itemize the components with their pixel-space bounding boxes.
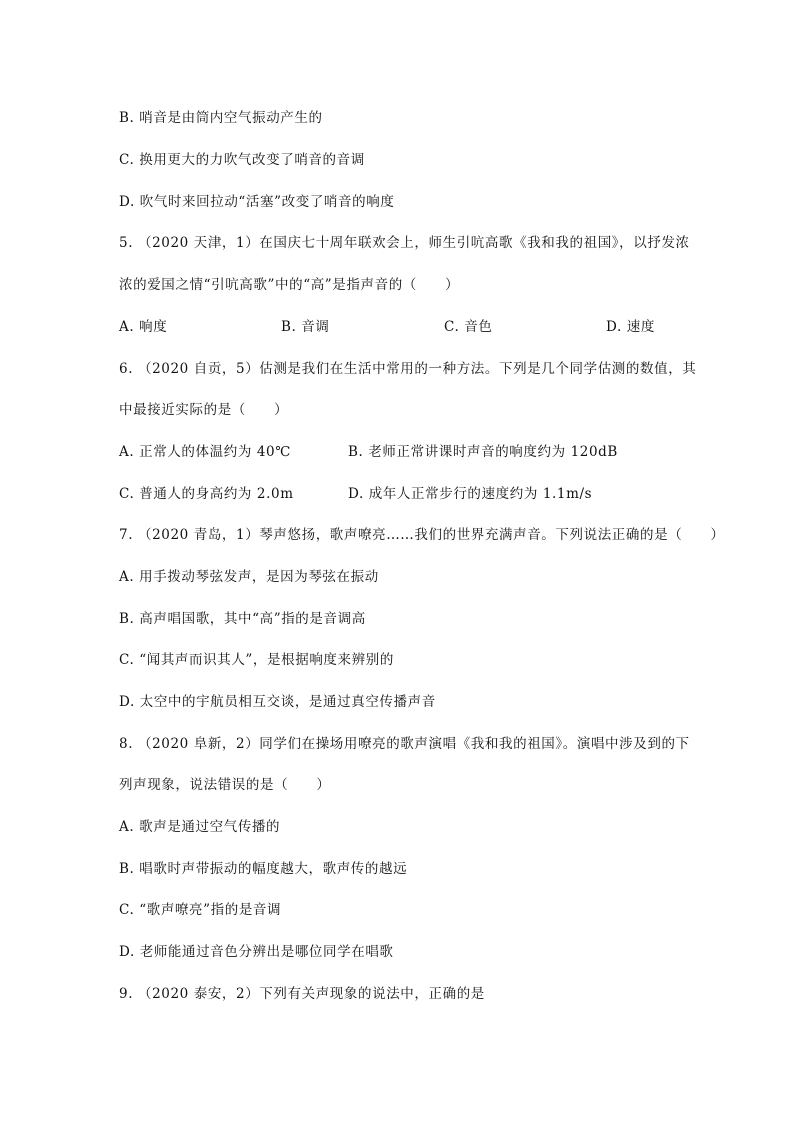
q8-option-d: D. 老师能通过音色分辨出是哪位同学在唱歌 — [119, 944, 394, 960]
q4-option-c: C. 换用更大的力吹气改变了哨音的音调 — [119, 152, 365, 168]
q5-option-c: C. 音色 — [444, 319, 493, 335]
q6-option-b: B. 老师正常讲课时声音的响度约为 120dB — [348, 444, 618, 460]
q6-stem-line2: 中最接近实际的是（ ） — [119, 402, 289, 418]
q7-option-d: D. 太空中的宇航员相互交谈，是通过真空传播声音 — [119, 694, 436, 710]
q5-stem-line1: 5. （2020 天津，1）在国庆七十周年联欢会上，师生引吭高歌《我和我的祖国》，以抒发浓 — [119, 235, 690, 251]
q5-stem-line2: 浓的爱国之情“引吭高歌”中的“高”是指声音的（ ） — [119, 277, 460, 293]
q6-stem-line1: 6. （2020 自贡，5）估测是我们在生活中常用的一种方法。下列是几个同学估测的数值，其 — [119, 361, 697, 377]
q5-option-a: A. 响度 — [119, 319, 168, 335]
q8-option-a: A. 歌声是通过空气传播的 — [119, 819, 281, 835]
q6-option-d: D. 成年人正常步行的速度约为 1.1m/s — [348, 486, 593, 502]
q7-option-c: C. “闻其声而识其人”，是根据响度来辨别的 — [119, 652, 394, 668]
q8-option-c: C. “歌声嘹亮”指的是音调 — [119, 902, 282, 918]
q7-option-b: B. 高声唱国歌，其中“高”指的是音调高 — [119, 611, 366, 627]
q8-stem-line2: 列声现象，说法错误的是（ ） — [119, 777, 331, 793]
q7-option-a: A. 用手拨动琴弦发声，是因为琴弦在振动 — [119, 569, 379, 585]
q5-option-d: D. 速度 — [606, 319, 655, 335]
q6-option-a: A. 正常人的体温约为 40℃ — [119, 444, 291, 460]
q7-stem: 7. （2020 青岛，1）琴声悠扬，歌声嘹亮……我们的世界充满声音。下列说法正确的是（ ） — [119, 527, 725, 543]
q8-stem-line1: 8. （2020 阜新，2）同学们在操场用嘹亮的歌声演唱《我和我的祖国》。演唱中涉及到的下 — [119, 736, 690, 752]
q4-option-b: B. 哨音是由筒内空气振动产生的 — [119, 110, 323, 126]
q5-option-b: B. 音调 — [281, 319, 330, 335]
q4-option-d: D. 吹气时来回拉动“活塞”改变了哨音的响度 — [119, 194, 395, 210]
q6-option-c: C. 普通人的身高约为 2.0m — [119, 486, 294, 502]
q8-option-b: B. 唱歌时声带振动的幅度越大，歌声传的越远 — [119, 861, 408, 877]
q9-stem: 9. （2020 泰安，2）下列有关声现象的说法中，正确的是 — [119, 986, 485, 1002]
